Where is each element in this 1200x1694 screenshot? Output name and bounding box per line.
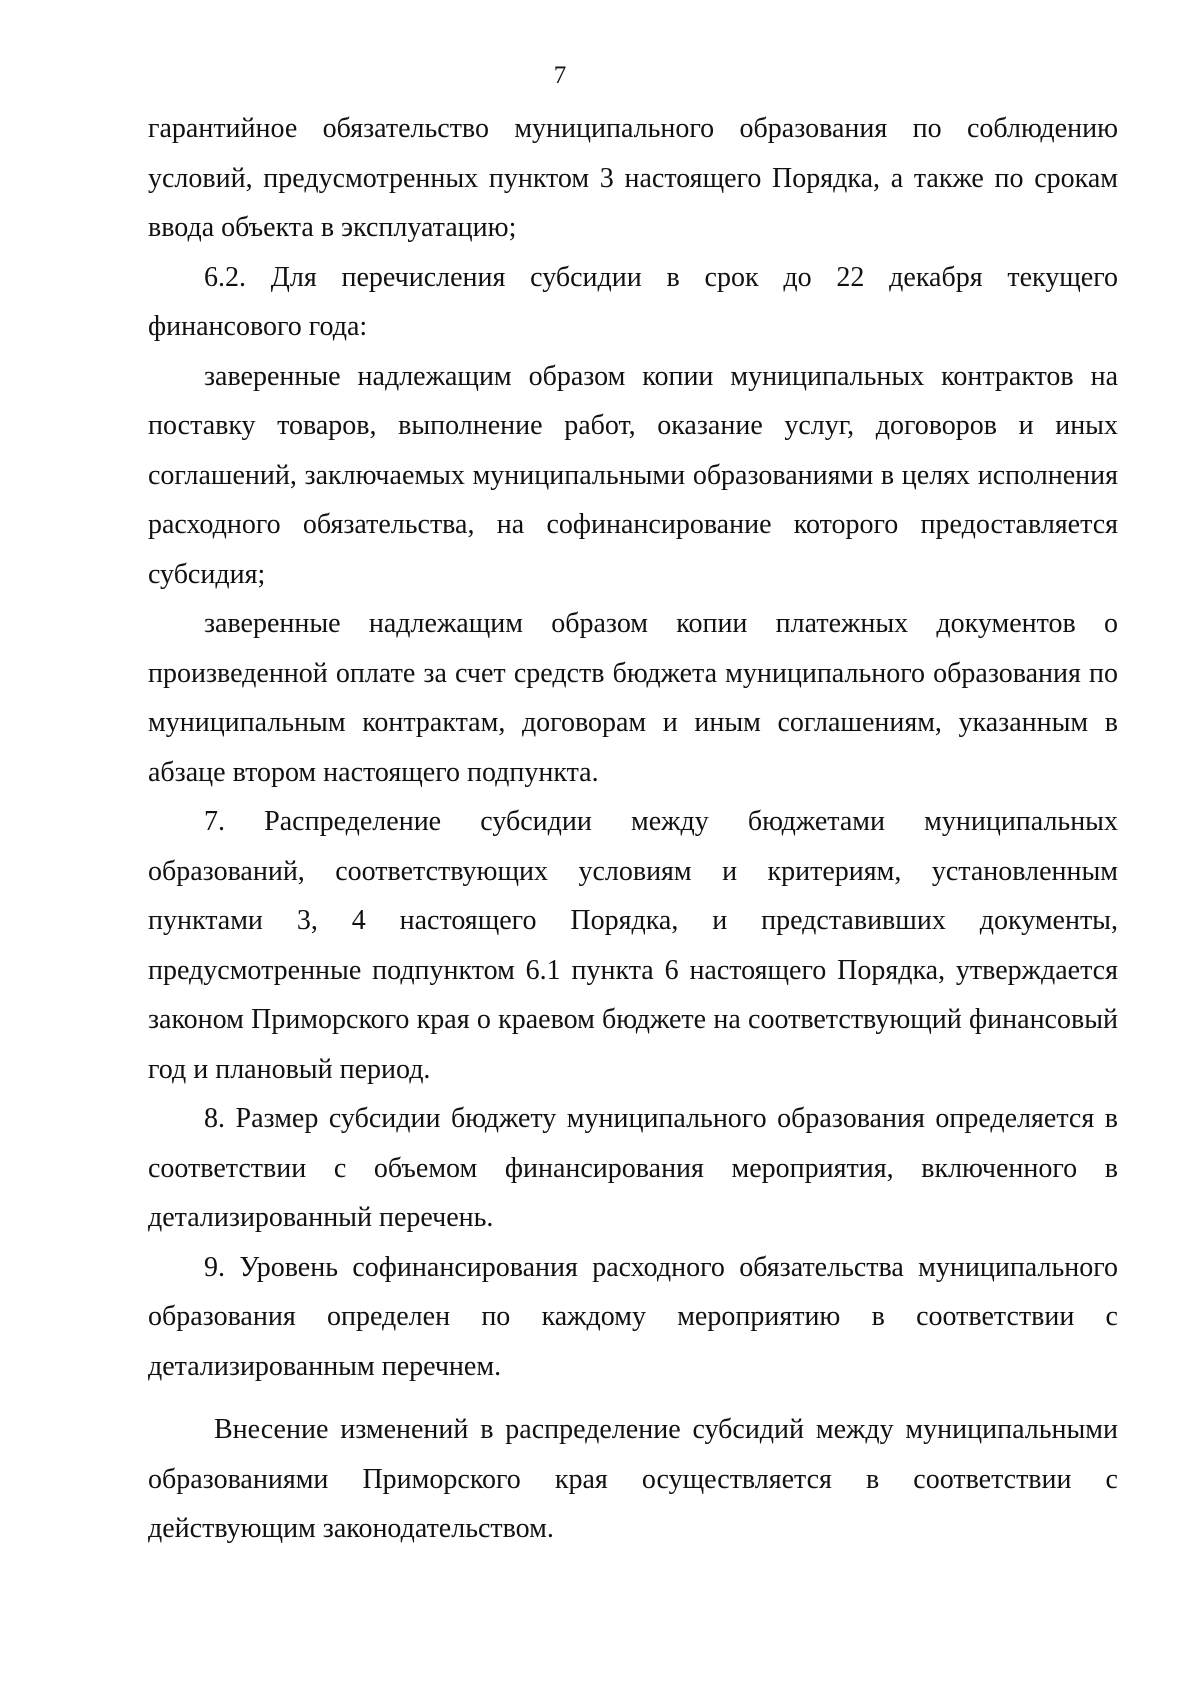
paragraph-contract-copies: заверенные надлежащим образом копии муниципальных контрактов на поставку товаров, выполнение работ, оказание услуг, договоров и иных соглашений, заключаемых муниципальными образованиями в целях исполнения расходного обязательства, на софинансирование которого предоставляется субсидия; [148, 360, 1118, 590]
paragraph-payment-copies: заверенные надлежащим образом копии платежных документов о произведенной оплате за счет средств бюджета муниципального образования по муниципальным контрактам, договорам и иным соглашениям, указанным в абзаце втором настоящего подпункта. [148, 608, 1118, 788]
page-number: 7 [553, 62, 567, 89]
paragraph-guarantee-obligation: гарантийное обязательство муниципального образования по соблюдению условий, предусмотренных пунктом 3 настоящего Порядка, а также по срокам ввода объекта в эксплуатацию; [148, 113, 1118, 243]
paragraph-6-2: 6.2. Для перечисления субсидии в срок до 22 декабря текущего финансового года: [148, 261, 1118, 342]
paragraph-9-cofinancing-level: 9. Уровень софинансирования расходного обязательства муниципального образования определен по каждому мероприятию в соответствии с детализированным перечнем. [148, 1251, 1118, 1382]
paragraph-amendments: Внесение изменений в распределение субсидий между муниципальными образованиями Приморского края осуществляется в соответствии с действующим законодательством. [148, 1414, 1118, 1544]
document-body [148, 104, 1118, 1554]
paragraph-8-subsidy-size: 8. Размер субсидии бюджету муниципального образования определяется в соответствии с объемом финансирования мероприятия, включенного в детализированный перечень. [148, 1103, 1118, 1233]
paragraph-7-distribution: 7. Распределение субсидии между бюджетами муниципальных образований, соответствующих условиям и критериям, установленным пунктами 3, 4 настоящего Порядка, и представивших документы, предусмотренные подпунктом 6.1 пункта 6 настоящего Порядка, утверждается законом Приморского края о краевом бюджете на соответствующий финансовый год и плановый период. [148, 806, 1118, 1085]
